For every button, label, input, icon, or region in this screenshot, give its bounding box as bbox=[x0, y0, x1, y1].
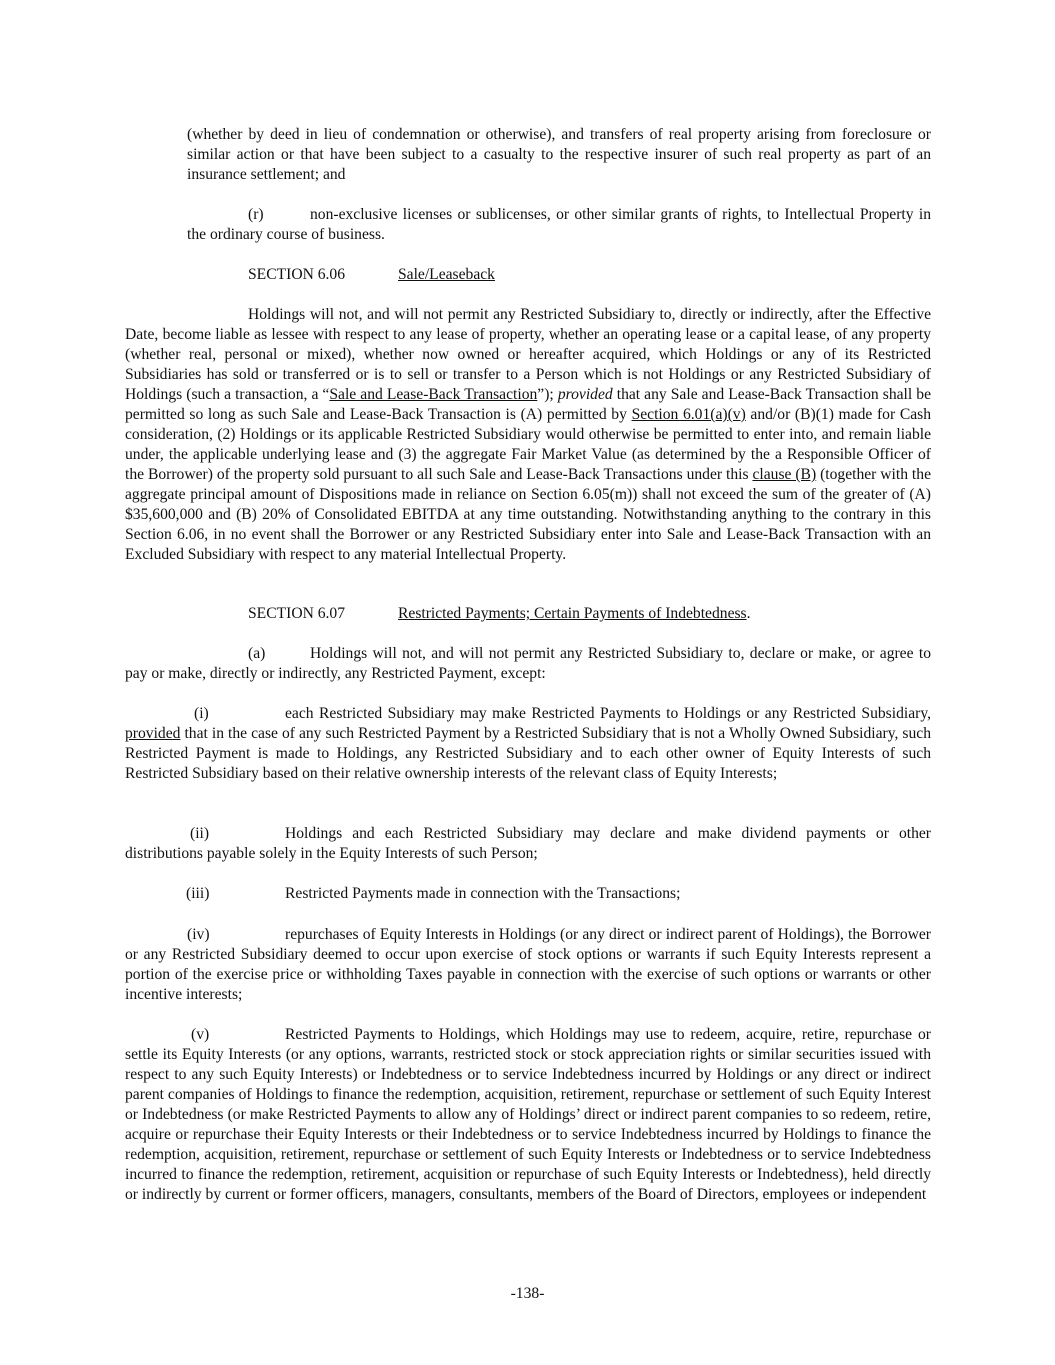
section-6-07-clause-a bbox=[125, 644, 931, 684]
clause-iv-text: repurchases of Equity Interests in Holdings (or any direct or indirect parent of Holdings), the Borrower or any Restricted Subsidiary deemed to occur upon exercise of stock options or warrants if such Equity Interests represent a portion of the exercise price or withholding Taxes payable in connection with the exercise of such options or warrants or other incentive interests; bbox=[125, 926, 931, 1003]
clause-i-text-2: that in the case of any such Restricted Payment by a Restricted Subsidiary that is not a Wholly Owned Subsidiary, such Restricted Payment is made to Holdings, any Restricted Subsidiary and to each other owner of Equity Interests of such Restricted Subsidiary based on their relative ownership interests of the relevant class of Equity Interests; bbox=[125, 725, 931, 782]
continuation-paragraph: (whether by deed in lieu of condemnation or otherwise), and transfers of real property arising from foreclosure or similar action or that have been subject to a casualty to the respective insurer of such real property as part of an insurance settlement; and bbox=[187, 126, 931, 183]
clause-v-text: Restricted Payments to Holdings, which Holdings may use to redeem, acquire, retire, repurchase or settle its Equity Interests (or any options, warrants, restricted stock or stock appreciation rights or similar securities issued with respect to any such Equity Interests) or Indebtedness or to service Indebtedness incurred by Holdings or any direct or indirect parent companies of Holdings to finance the redemption, acquisition, retirement, repurchase or settlement of such Equity Interest or Indebtedness (or make Restricted Payments to allow any of Holdings’ direct or indirect parent companies to so redeem, retire, acquire or repurchase their Equity Interests or their Indebtedness or to service Indebtedness incurred by Holdings to finance the redemption, acquisition, retirement, repurchase or settlement of such Equity Interests or Indebtedness or to service Indebtedness incurred to finance the redemption, retirement, acquisition or repurchase of such Equity Interests or Indebtedness), held directly or indirectly by current or former officers, managers, consultants, members of the Board of Directors, employees or independent bbox=[125, 1026, 931, 1203]
clause-a-marker: (a) bbox=[248, 645, 266, 662]
section-6-07-title-suffix: . bbox=[746, 605, 751, 622]
sale-leaseback-text-2: ”); bbox=[537, 386, 558, 403]
section-6-07-heading bbox=[248, 604, 751, 624]
clause-i-provided: provided bbox=[125, 725, 181, 742]
section-6-07-number: SECTION 6.07 bbox=[248, 605, 346, 622]
section-6-06-number: SECTION 6.06 bbox=[248, 266, 346, 283]
clause-ii-marker: (ii) bbox=[190, 825, 210, 842]
clause-i-marker: (i) bbox=[194, 705, 209, 722]
provided-term: provided bbox=[557, 386, 613, 403]
clause-v-marker: (v) bbox=[191, 1026, 210, 1043]
clause-r-text: non-exclusive licenses or sublicenses, or other similar grants of rights, to Intellectual Property in the ordinary course of business. bbox=[187, 206, 931, 243]
clause-r-marker: (r) bbox=[248, 206, 264, 223]
sale-leaseback-text-5: (together with the aggregate principal amount of Dispositions made in reliance on Section 6.05(m)) shall not exceed the sum of the greater of (A) $35,600,000 and (B) 20% of Consolidated EBITDA at any time outstanding. Notwithstanding anything to the contrary in this Section 6.06, in no event shall the Borrower or any Restricted Subsidiary enter into Sale and Lease-Back Transaction with an Excluded Subsidiary with respect to any material Intellectual Property. bbox=[125, 466, 931, 563]
clause-iii-marker: (iii) bbox=[186, 885, 210, 902]
sale-leaseback-text-4: and/or (B)(1) made for Cash consideration, (2) Holdings or its applicable Restricted Subsidiary would otherwise be permitted to enter into, and remain liable under, the applicable underlying lease and (3) the aggregate Fair Market Value (as determined by the a Responsible Officer of the Borrower) of the property sold pursuant to all such Sale and Lease-Back Transactions under this bbox=[125, 406, 932, 483]
clause-b-reference: clause (B) bbox=[752, 466, 817, 483]
clause-i bbox=[125, 704, 931, 784]
clause-ii-text: Holdings and each Restricted Subsidiary may declare and make dividend payments or other distributions payable solely in the Equity Interests of such Person; bbox=[125, 825, 931, 862]
sale-leaseback-defined-term: Sale and Lease-Back Transaction bbox=[329, 386, 538, 403]
sale-leaseback-text-1: Holdings will not, and will not permit any Restricted Subsidiary to, directly or indirectly, after the Effective Date, become liable as lessee with respect to any lease of property, whether an operating lease or a capital lease, of any property (whether real, personal or mixed), whether now owned or hereafter acquired, which Holdings or any of its Restricted Subsidiaries has sold or transferred or is to sell or transfer to a Person which is not Holdings or any Restricted Subsidiary of Holdings (such a transaction, a “ bbox=[125, 306, 931, 403]
section-6-06-body bbox=[125, 305, 931, 565]
clause-v bbox=[125, 1025, 931, 1205]
clause-iii bbox=[125, 884, 931, 904]
clause-r bbox=[187, 205, 931, 245]
clause-a-text: Holdings will not, and will not permit any Restricted Subsidiary to, declare or make, or agree to pay or make, directly or indirectly, any Restricted Payment, except: bbox=[125, 645, 931, 682]
section-6-06-title: Sale/Leaseback bbox=[398, 266, 495, 283]
section-6-06-heading bbox=[248, 265, 495, 285]
section-6-07-title: Restricted Payments; Certain Payments of Indebtedness bbox=[398, 605, 747, 622]
clause-iv bbox=[125, 925, 931, 1005]
clause-ii bbox=[125, 824, 931, 864]
section-6-01-reference: Section 6.01(a)(v) bbox=[631, 406, 746, 423]
clause-iv-marker: (iv) bbox=[187, 926, 210, 943]
clause-i-text-1: each Restricted Subsidiary may make Restricted Payments to Holdings or any Restricted Subsidiary, bbox=[285, 705, 931, 722]
sale-leaseback-text-3: that any Sale and Lease-Back Transaction shall be permitted so long as such Sale and Lease-Back Transaction is (A) permitted by bbox=[125, 386, 931, 423]
clause-iii-text: Restricted Payments made in connection with the Transactions; bbox=[285, 885, 681, 902]
page-number: -138- bbox=[510, 1285, 545, 1302]
